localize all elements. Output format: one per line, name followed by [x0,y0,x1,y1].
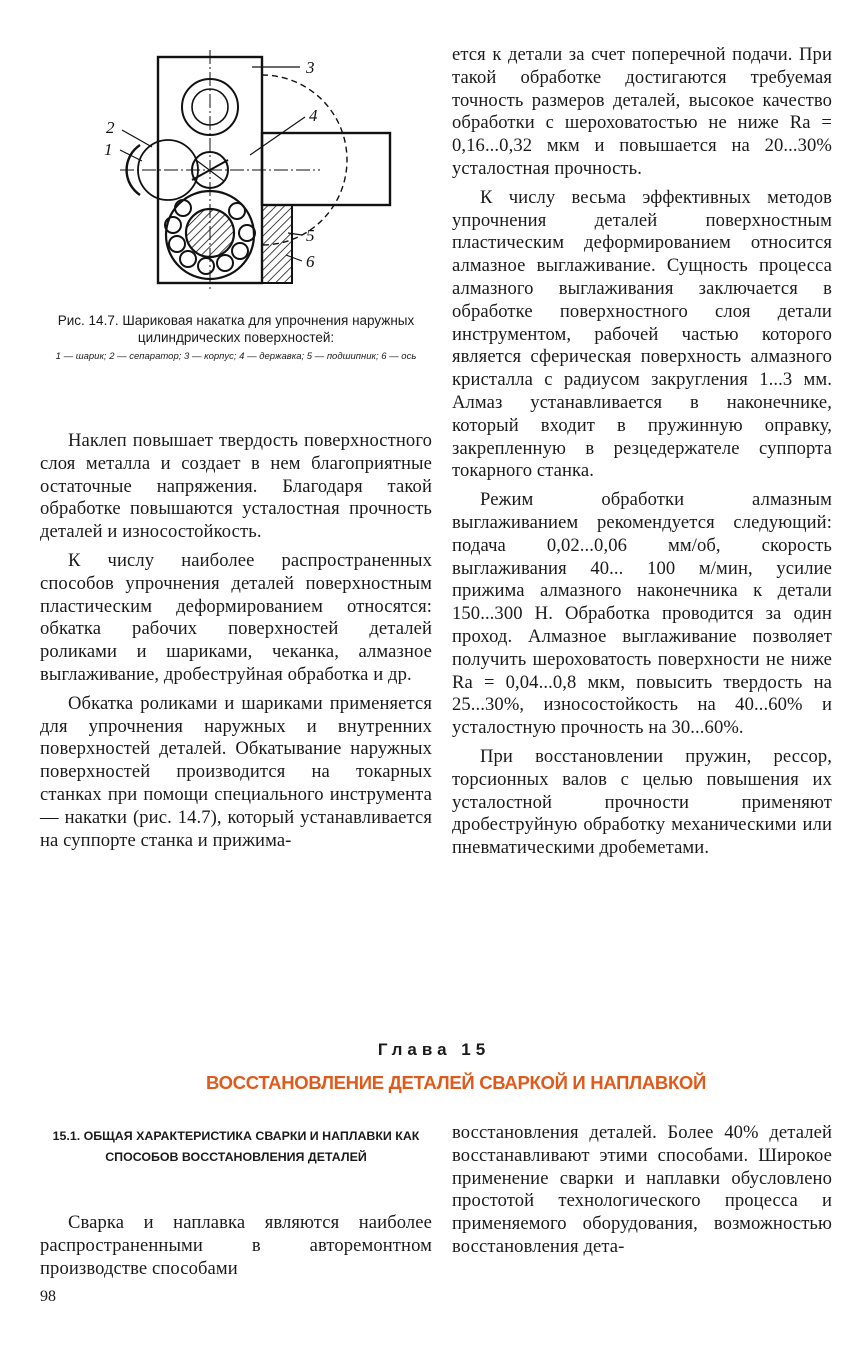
holder-outline [262,133,390,205]
left-column-text [40,430,432,852]
fig-label-5: 5 [306,226,315,245]
fig-label-6: 6 [306,252,315,271]
right-column-text [452,44,832,860]
chapter-label: Глава 15 [377,1040,491,1059]
axle-hatched [186,209,234,257]
figure-caption [40,312,432,363]
figure-ball-knurling-tool [80,45,410,310]
fig-label-3: 3 [306,58,315,77]
section-title: 15.1. ОБЩАЯ ХАРАКТЕРИСТИКА СВАРКИ И НАПЛАВКИ КАК СПОСОБОВ ВОССТАНОВЛЕНИЯ ДЕТАЛЕЙ [52,1129,420,1164]
section-right-text [452,1122,832,1259]
axle-block-hatched [262,205,292,283]
page-number: 98 [40,1288,56,1305]
fig-label-1: 1 [104,140,113,159]
paragraph-hardening: Наклеп повышает твердость поверхностного слоя металла и создает в нем благоприятные остаточные напряжения. Благодаря такой обработке повышаются усталостная прочность деталей и износостойкость. [40,430,432,543]
ball-knurling-diagram [80,45,410,310]
figure-caption-legend: 1 — шарик; 2 — сепаратор; 3 — корпус; 4 — державка; 5 — подшипник; 6 — ось [55,351,417,362]
paragraph-section-intro: Сварка и наплавка являются наиболее распространенными в авторемонтном производстве способами [40,1212,432,1279]
paragraph-rolling: Обкатка роликами и шариками применяется для упрочнения наружных и внутренних поверхностей деталей. Обкатывание наружных поверхностей производится на токарных станках при помощи специального инструмента — накатки (рис. 14.7), который устанавливается на суппорте станка и прижима- [40,692,432,851]
fig-label-4: 4 [309,106,318,125]
paragraph-burnishing-mode: Режим обработки алмазным выглаживанием рекомендуется следующий: подача 0,02...0,06 мм/об, скорость выглаживания 40... 100 м/мин, усилие прижима алмазного наконечника к детали 150...300 Н. Обработка проводится за один проход. Алмазное выглаживание позволяет получить шероховатость поверхности не ниже Ra = 0,04...0,8 мкм, повысить твердость на 25...30%, износостойкость на 40...60% и усталостную прочность на 30...60%. [452,489,832,739]
section-left-text [40,1212,432,1280]
paragraph-springs: При восстановлении пружин, рессор, торсионных валов с целью повышения их усталостной прочности применяют дробеструйную обработку механическими или пневматическими дробеметами. [452,745,832,859]
paragraph-continuation: ется к детали за счет поперечной подачи. При такой обработке достигаются требуемая точность размеров деталей, высокое качество обработки с шероховатостью не ниже Ra = 0,16...0,32 мкм и повышается на 20...30% усталостная прочность. [452,44,832,179]
paragraph-section-continuation: восстановления деталей. Более 40% деталей восстанавливают этими способами. Широкое применение сварки и наплавки обусловлено простотой технологического процесса и применяемого оборудования, возможностью восстановления дета- [452,1122,832,1257]
paragraph-diamond-burnishing: К числу весьма эффективных методов упрочнения деталей поверхностным пластическим деформированием относится алмазное выглаживание. Сущность процесса алмазного выглаживания заключается в обработке поверхностного слоя детали инструментом, рабочей частью которого является сферическая поверхность алмазного кристалла с радиусом закругления 1...3 мм. Алмаз устанавливается в наконечнике, который входит в пружинную оправку, закрепленную в резцедержателе суппорта токарного станка. [452,186,832,482]
figure-caption-title: Рис. 14.7. Шариковая накатка для упрочнения наружных цилиндрических поверхностей: [57,313,415,345]
chapter-title: ВОССТАНОВЛЕНИЕ ДЕТАЛЕЙ СВАРКОЙ И НАПЛАВКОЙ [205,1072,707,1093]
paragraph-methods: К числу наиболее распространенных способов упрочнения деталей поверхностным пластическим деформированием относятся: обкатка рабочих поверхностей деталей роликами и шариками, чеканка, алмазное выглаживание, дробеструйная обработка и др. [40,549,432,685]
fig-label-2: 2 [106,118,115,137]
